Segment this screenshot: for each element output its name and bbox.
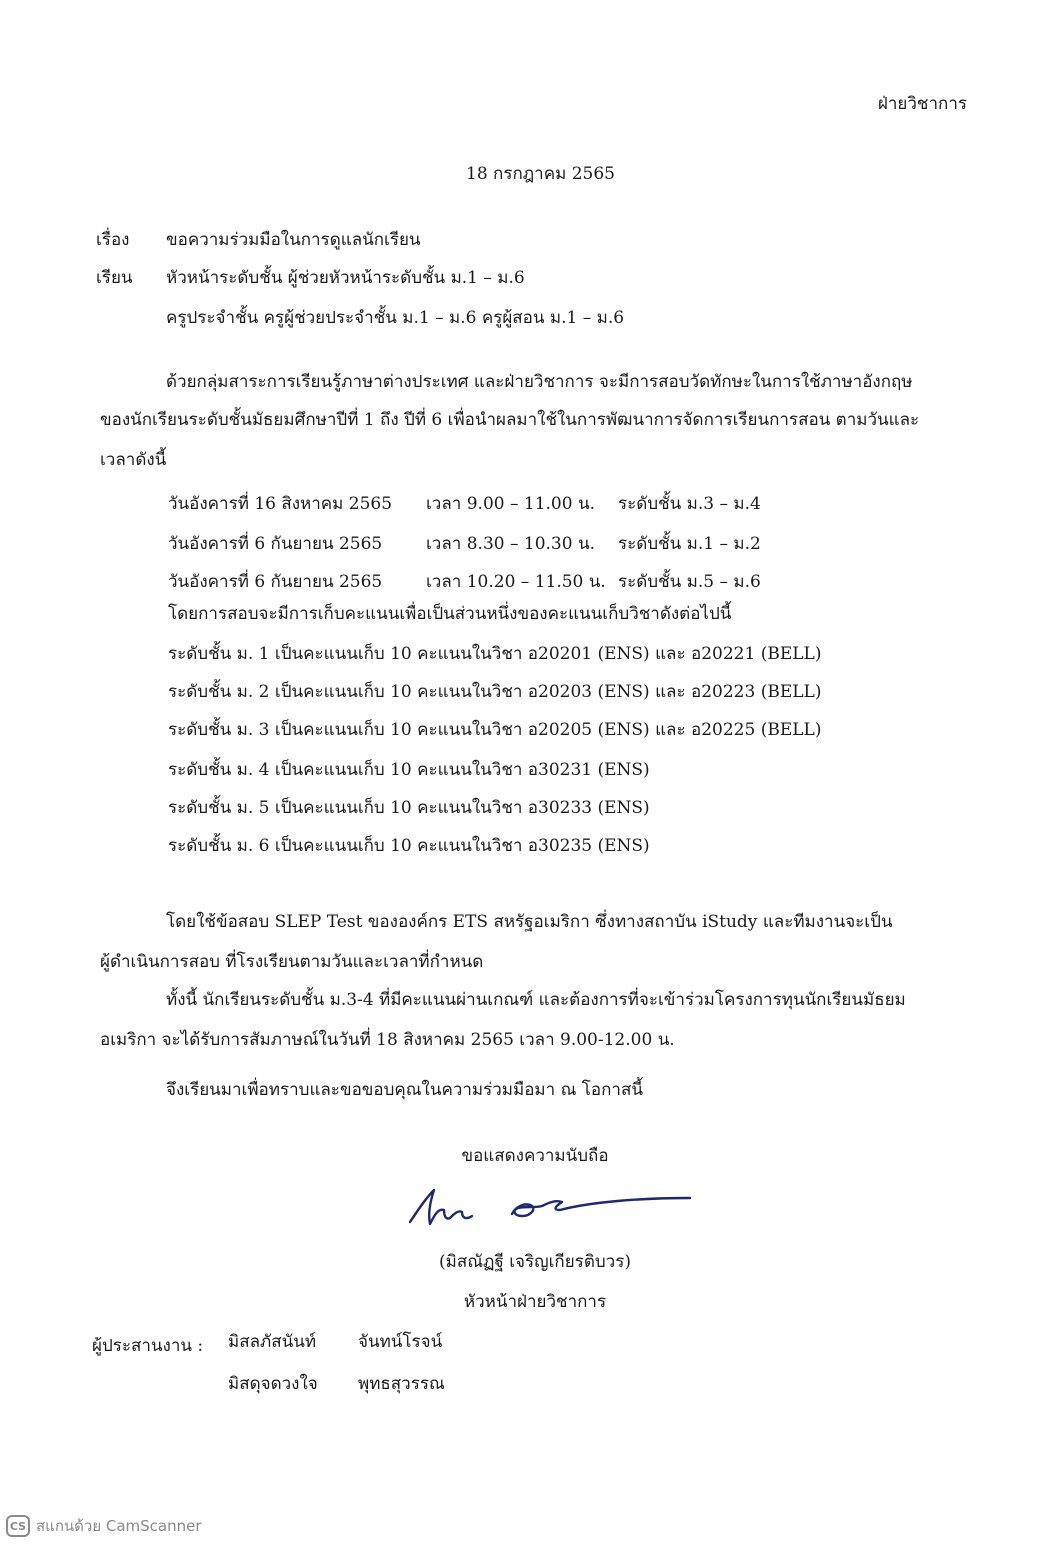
document-date: 18 กรกฎาคม 2565 bbox=[466, 164, 615, 184]
scoring-item: ระดับชั้น ม. 1 เป็นคะแนนเก็บ 10 คะแนนในวิชา อ20201 (ENS) และ อ20221 (BELL) bbox=[168, 644, 822, 664]
department-header: ฝ่ายวิชาการ bbox=[877, 94, 967, 114]
schedule-level: ระดับชั้น ม.3 – ม.4 bbox=[618, 494, 761, 514]
scoring-item: ระดับชั้น ม. 5 เป็นคะแนนเก็บ 10 คะแนนในวิชา อ30233 (ENS) bbox=[168, 798, 650, 818]
schedule-time: เวลา 9.00 – 11.00 น. bbox=[426, 494, 595, 514]
test-info-line-2: ผู้ดำเนินการสอบ ที่โรงเรียนตามวันและเวลาที่กำหนด bbox=[100, 952, 484, 972]
coordinator-first-name: มิสดุจดวงใจ bbox=[228, 1374, 318, 1394]
schedule-day: วันอังคารที่ 6 กันยายน 2565 bbox=[168, 534, 383, 554]
closing-text: จึงเรียนมาเพื่อทราบและขอขอบคุณในความร่วมมือมา ณ โอกาสนี้ bbox=[166, 1080, 643, 1100]
test-info-line-1: โดยใช้ข้อสอบ SLEP Test ขององค์กร ETS สหรัฐอเมริกา ซึ่งทางสถาบัน iStudy และทีมงานจะเป็น bbox=[166, 912, 893, 932]
interview-line-2: อเมริกา จะได้รับการสัมภาษณ์ในวันที่ 18 สิงหาคม 2565 เวลา 9.00-12.00 น. bbox=[100, 1030, 675, 1050]
coordinator-last-name: พุทธสุวรรณ bbox=[358, 1374, 445, 1394]
scoring-item: ระดับชั้น ม. 4 เป็นคะแนนเก็บ 10 คะแนนในวิชา อ30231 (ENS) bbox=[168, 760, 650, 780]
subject-text: ขอความร่วมมือในการดูแลนักเรียน bbox=[166, 230, 421, 250]
schedule-time: เวลา 8.30 – 10.30 น. bbox=[426, 534, 595, 554]
schedule-time: เวลา 10.20 – 11.50 น. bbox=[426, 572, 606, 592]
recipients-line-1: หัวหน้าระดับชั้น ผู้ช่วยหัวหน้าระดับชั้น ม.1 – ม.6 bbox=[166, 268, 525, 288]
schedule-level: ระดับชั้น ม.1 – ม.2 bbox=[618, 534, 761, 554]
scoring-item: ระดับชั้น ม. 6 เป็นคะแนนเก็บ 10 คะแนนในวิชา อ30235 (ENS) bbox=[168, 836, 650, 856]
recipients-label: เรียน bbox=[96, 268, 133, 288]
subject-label: เรื่อง bbox=[96, 230, 130, 250]
scoring-item: ระดับชั้น ม. 3 เป็นคะแนนเก็บ 10 คะแนนในวิชา อ20205 (ENS) และ อ20225 (BELL) bbox=[168, 720, 822, 740]
regards-text: ขอแสดงความนับถือ bbox=[461, 1146, 609, 1166]
schedule-day: วันอังคารที่ 16 สิงหาคม 2565 bbox=[168, 494, 393, 514]
signer-position: หัวหน้าฝ่ายวิชาการ bbox=[463, 1292, 607, 1312]
coordinator-last-name: จันทน์โรจน์ bbox=[358, 1332, 443, 1352]
scoring-item: ระดับชั้น ม. 2 เป็นคะแนนเก็บ 10 คะแนนในวิชา อ20203 (ENS) และ อ20223 (BELL) bbox=[168, 682, 822, 702]
intro-line-3: เวลาดังนี้ bbox=[100, 450, 167, 470]
signer-name: (มิสณัฏฐี เจริญเกียรติบวร) bbox=[439, 1252, 631, 1272]
camscanner-logo-icon: CS bbox=[6, 1515, 30, 1537]
coordinator-first-name: มิสลภัสนันท์ bbox=[228, 1332, 317, 1352]
handwritten-signature bbox=[400, 1180, 700, 1240]
watermark-text: สแกนด้วย CamScanner bbox=[36, 1517, 202, 1535]
schedule-day: วันอังคารที่ 6 กันยายน 2565 bbox=[168, 572, 383, 592]
interview-line-1: ทั้งนี้ นักเรียนระดับชั้น ม.3-4 ที่มีคะแนนผ่านเกณฑ์ และต้องการที่จะเข้าร่วมโครงการทุนนักเรียนมัธยม bbox=[166, 990, 906, 1010]
recipients-line-2: ครูประจำชั้น ครูผู้ช่วยประจำชั้น ม.1 – ม.6 ครูผู้สอน ม.1 – ม.6 bbox=[166, 308, 625, 328]
coordinator-label: ผู้ประสานงาน : bbox=[92, 1336, 204, 1356]
schedule-level: ระดับชั้น ม.5 – ม.6 bbox=[618, 572, 761, 592]
intro-line-1: ด้วยกลุ่มสาระการเรียนรู้ภาษาต่างประเทศ และฝ่ายวิชาการ จะมีการสอบวัดทักษะในการใช้ภาษาอังกฤษ bbox=[166, 372, 913, 392]
intro-line-2: ของนักเรียนระดับชั้นมัธยมศึกษาปีที่ 1 ถึง ปีที่ 6 เพื่อนำผลมาใช้ในการพัฒนาการจัดการเรียนการสอน ตามวันและ bbox=[100, 410, 920, 430]
camscanner-watermark bbox=[6, 1514, 202, 1538]
scoring-intro: โดยการสอบจะมีการเก็บคะแนนเพื่อเป็นส่วนหนึ่งของคะแนนเก็บวิชาดังต่อไปนี้ bbox=[168, 604, 732, 624]
